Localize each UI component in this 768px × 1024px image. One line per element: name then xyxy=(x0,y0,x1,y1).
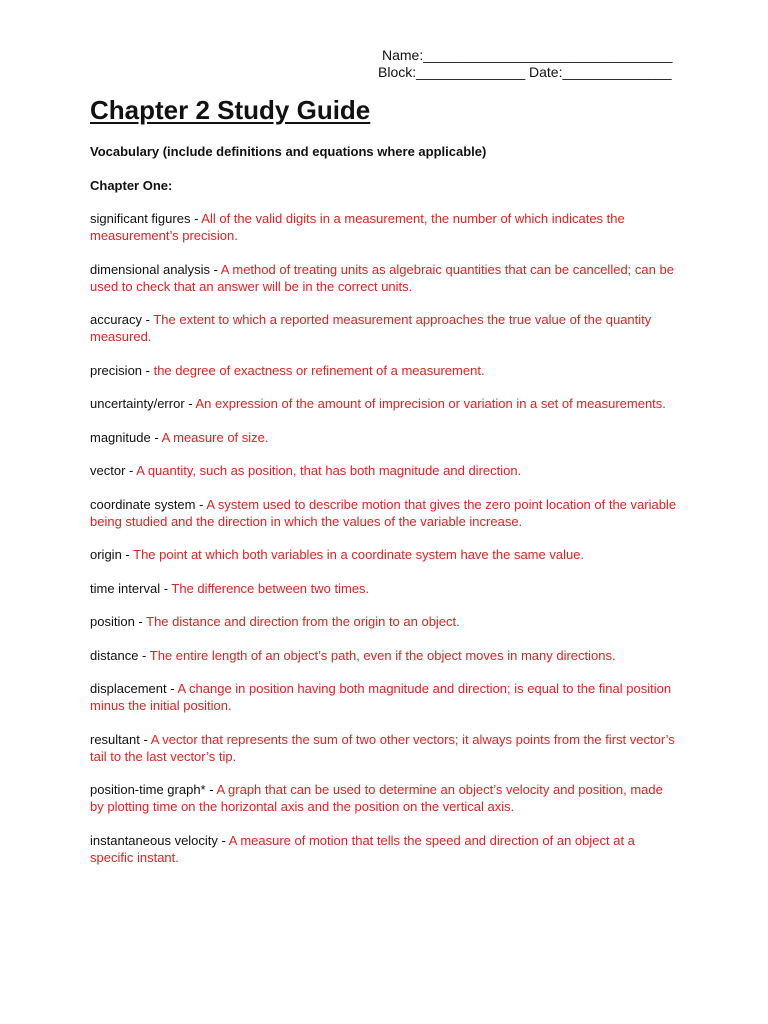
vocabulary-term: uncertainty/error xyxy=(90,396,185,411)
term-separator: - xyxy=(139,731,151,747)
vocabulary-term: position-time graph* xyxy=(90,782,206,797)
vocabulary-term: significant figures xyxy=(90,211,191,226)
vocabulary-entry xyxy=(90,362,680,379)
term-separator: - xyxy=(217,832,229,848)
vocabulary-entry xyxy=(90,613,680,630)
vocabulary-definition: The distance and direction from the origin to an object. xyxy=(146,614,460,629)
term-separator: - xyxy=(138,647,150,663)
vocabulary-definition: A measure of size. xyxy=(161,429,269,445)
term-separator: - xyxy=(205,782,217,797)
name-field-line: Name:________________________________ xyxy=(382,47,673,63)
vocabulary-definition: the degree of exactness or refinement of a measurement. xyxy=(153,362,485,378)
vocabulary-definition: A measure of motion that tells the speed and direction of an object at a specific instant. xyxy=(90,832,635,865)
section-heading-chapter-one: Chapter One: xyxy=(90,178,173,193)
term-separator: - xyxy=(190,211,202,226)
term-separator: - xyxy=(142,312,154,327)
vocabulary-term: position xyxy=(90,614,135,629)
vocabulary-term: precision xyxy=(90,362,143,378)
vocabulary-definition: The difference between two times. xyxy=(171,580,370,596)
vocabulary-definition: An expression of the amount of imprecision or variation in a set of measurements. xyxy=(195,396,666,411)
vocabulary-term: distance xyxy=(90,647,139,663)
term-separator: - xyxy=(150,429,162,445)
vocabulary-term: accuracy xyxy=(90,312,143,327)
vocabulary-definition: A vector that represents the sum of two other vectors; it always points from the first vector’s tail to the last vector’s tip. xyxy=(90,731,675,764)
vocabulary-entry xyxy=(90,781,680,815)
vocabulary-entry xyxy=(90,832,680,866)
vocabulary-entry xyxy=(90,496,680,530)
vocabulary-definition: A change in position having both magnitude and direction; is equal to the final position minus the initial position. xyxy=(90,681,672,713)
term-separator: - xyxy=(142,362,154,378)
vocabulary-entry xyxy=(90,580,680,597)
vocabulary-term: origin xyxy=(90,547,122,562)
vocabulary-definition: A method of treating units as algebraic quantities that can be cancelled; can be used to check that an answer will be in the correct units. xyxy=(90,261,674,294)
vocabulary-definition: A system used to describe motion that gives the zero point location of the variable being studied and the direction in which the values of the variable increase. xyxy=(90,496,677,529)
term-separator: - xyxy=(125,463,137,478)
vocabulary-list xyxy=(90,210,680,882)
term-separator: - xyxy=(209,261,221,277)
vocabulary-entry xyxy=(90,546,680,563)
vocabulary-definition: The extent to which a reported measurement approaches the true value of the quantity measured. xyxy=(90,312,652,344)
term-separator: - xyxy=(166,681,178,696)
vocabulary-instructions: Vocabulary (include definitions and equations where applicable) xyxy=(90,144,487,159)
block-date-field-line: Block:______________ Date:______________ xyxy=(378,64,672,80)
vocabulary-term: instantaneous velocity xyxy=(90,832,218,848)
vocabulary-definition: All of the valid digits in a measurement, the number of which indicates the measurement’s precision. xyxy=(90,211,625,243)
term-separator: - xyxy=(160,580,172,596)
vocabulary-entry xyxy=(90,210,680,244)
vocabulary-term: magnitude xyxy=(90,429,151,445)
vocabulary-term: dimensional analysis xyxy=(90,261,210,277)
page-title: Chapter 2 Study Guide xyxy=(90,95,371,125)
vocabulary-entry xyxy=(90,429,680,446)
vocabulary-entry xyxy=(90,731,680,765)
vocabulary-entry xyxy=(90,261,680,295)
vocabulary-term: vector xyxy=(90,463,126,478)
vocabulary-term: time interval xyxy=(90,580,161,596)
vocabulary-term: displacement xyxy=(90,681,167,696)
vocabulary-entry xyxy=(90,680,680,714)
vocabulary-definition: The point at which both variables in a coordinate system have the same value. xyxy=(133,547,585,562)
term-separator: - xyxy=(195,496,207,512)
vocabulary-definition: The entire length of an object’s path, even if the object moves in many directions. xyxy=(149,647,616,663)
vocabulary-entry xyxy=(90,311,680,345)
vocabulary-entry xyxy=(90,647,680,664)
term-separator: - xyxy=(184,396,196,411)
vocabulary-term: resultant xyxy=(90,731,140,747)
term-separator: - xyxy=(134,614,147,629)
vocabulary-definition: A quantity, such as position, that has both magnitude and direction. xyxy=(136,463,522,478)
student-info-fields xyxy=(378,47,688,81)
vocabulary-entry xyxy=(90,462,680,479)
vocabulary-term: coordinate system xyxy=(90,496,196,512)
vocabulary-entry xyxy=(90,395,680,412)
term-separator: - xyxy=(121,547,134,562)
vocabulary-definition: A graph that can be used to determine an object’s velocity and position, made by plotting time on the horizontal axis and the position on the vertical axis. xyxy=(90,782,663,814)
